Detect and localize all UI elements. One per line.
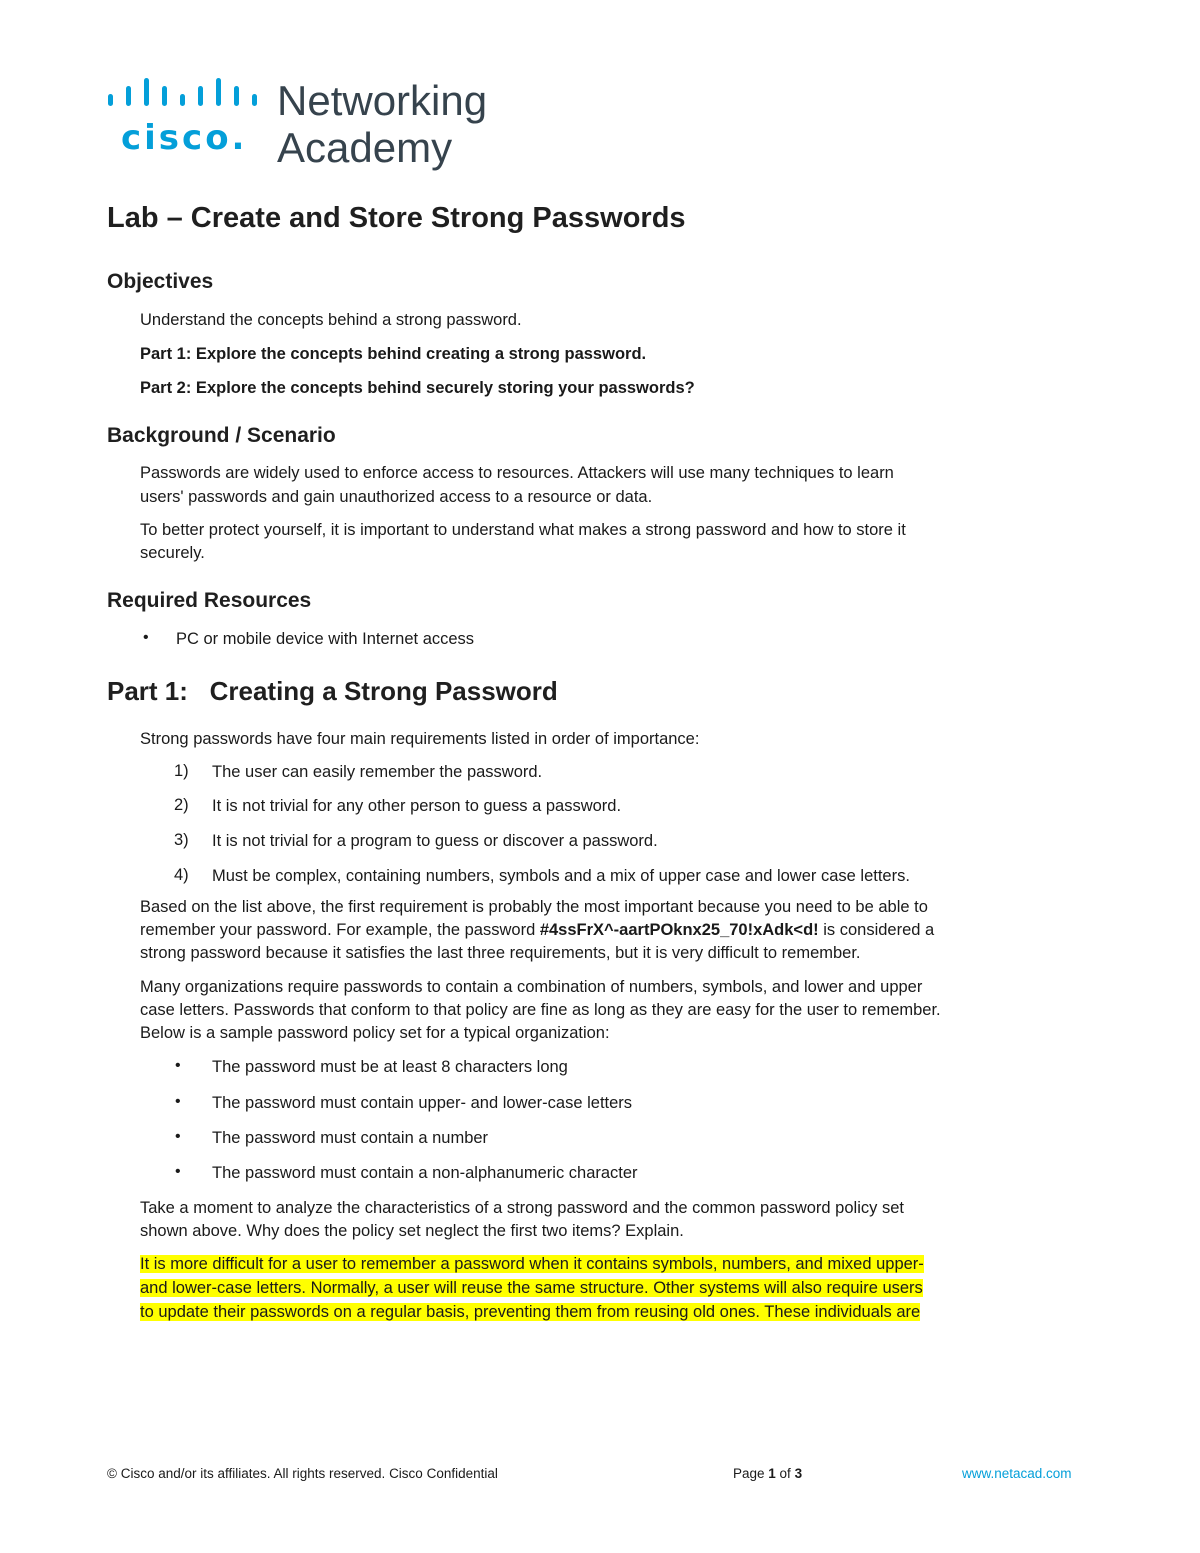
objectives-intro: Understand the concepts behind a strong password. — [140, 311, 522, 329]
page-title: Lab – Create and Store Strong Passwords — [107, 202, 686, 234]
policy-item-3: The password must contain a number — [212, 1129, 489, 1147]
answer-line2: and lower-case letters. Normally, a user will reuse the same structure. Other systems will also require users — [140, 1279, 923, 1297]
cisco-wordmark: cisco. — [121, 118, 248, 158]
question-line2: shown above. Why does the policy set neglect the first two items? Explain. — [140, 1222, 684, 1240]
logo-academy-text: Academy — [277, 124, 453, 171]
part1-heading: Part 1: Creating a Strong Password — [107, 676, 558, 706]
objectives-heading: Objectives — [107, 270, 214, 293]
requirement-number-3: 3) — [174, 831, 189, 849]
cisco-bars-icon — [105, 78, 265, 118]
answer-line3: to update their passwords on a regular basis, preventing them from reusing old ones. These individuals are — [140, 1303, 921, 1321]
requirement-number-4: 4) — [174, 866, 189, 884]
objectives-part1: Part 1: Explore the concepts behind creating a strong password. — [140, 345, 647, 363]
resources-item: PC or mobile device with Internet access — [176, 630, 475, 648]
background-para1-line2: users' passwords and gain unauthorized access to a resource or data. — [140, 488, 653, 506]
requirement-number-2: 2) — [174, 796, 189, 814]
requirement-text-1: The user can easily remember the password. — [212, 763, 543, 781]
policy-bullet-3: • — [175, 1128, 181, 1145]
based-on-list-line3: strong password because it satisfies the last three requirements, but it is very difficult to remember. — [140, 944, 861, 962]
policy-item-4: The password must contain a non-alphanumeric character — [212, 1164, 638, 1182]
policy-para-line3: Below is a sample password policy set for a typical organization: — [140, 1024, 610, 1042]
question-line1: Take a moment to analyze the characteristics of a strong password and the common password policy set — [140, 1199, 904, 1217]
based-on-list-line2: remember your password. For example, the password #4ssFrX^-aartPOknx25_70!xAdk<d! is considered a — [140, 921, 935, 939]
resources-bullet: • — [143, 629, 149, 646]
policy-bullet-2: • — [175, 1093, 181, 1110]
policy-bullet-4: • — [175, 1163, 181, 1180]
policy-para-line1: Many organizations require passwords to contain a combination of numbers, symbols, and lower and upper — [140, 978, 923, 996]
policy-item-2: The password must contain upper- and lower-case letters — [212, 1094, 633, 1112]
requirement-text-2: It is not trivial for any other person to guess a password. — [212, 797, 622, 815]
background-para2-line1: To better protect yourself, it is important to understand what makes a strong password and how to store it — [140, 521, 906, 539]
requirement-text-4: Must be complex, containing numbers, symbols and a mix of upper case and lower case letters. — [212, 867, 910, 885]
policy-item-1: The password must be at least 8 characters long — [212, 1058, 568, 1076]
part1-intro: Strong passwords have four main requirements listed in order of importance: — [140, 730, 700, 748]
resources-heading: Required Resources — [107, 589, 312, 612]
objectives-part2: Part 2: Explore the concepts behind securely storing your passwords? — [140, 379, 695, 397]
answer-highlighted — [140, 1252, 1075, 1324]
policy-para-line2: case letters. Passwords that conform to that policy are fine as long as they are easy for the user to remember. — [140, 1001, 941, 1019]
background-para2-line2: securely. — [140, 544, 205, 562]
background-para1-line1: Passwords are widely used to enforce access to resources. Attackers will use many techniques to learn — [140, 464, 894, 482]
example-password: #4ssFrX^-aartPOknx25_70!xAdk<d! — [539, 921, 819, 939]
footer-page-number: Page 1 of 3 — [733, 1466, 803, 1481]
answer-line1: It is more difficult for a user to remember a password when it contains symbols, numbers, and mixed upper- — [140, 1255, 924, 1273]
footer-url-link[interactable]: www.netacad.com — [962, 1466, 1072, 1481]
based-on-list-line1: Based on the list above, the first requirement is probably the most important because you need to be able to — [140, 898, 928, 916]
requirement-number-1: 1) — [174, 762, 189, 780]
logo-networking-text: Networking — [277, 77, 488, 124]
background-heading: Background / Scenario — [107, 424, 336, 447]
requirement-text-3: It is not trivial for a program to guess or discover a password. — [212, 832, 658, 850]
footer-copyright: © Cisco and/or its affiliates. All rights reserved. Cisco Confidential — [107, 1466, 498, 1481]
cisco-networking-academy-logo — [105, 77, 505, 171]
policy-bullet-1: • — [175, 1057, 181, 1074]
